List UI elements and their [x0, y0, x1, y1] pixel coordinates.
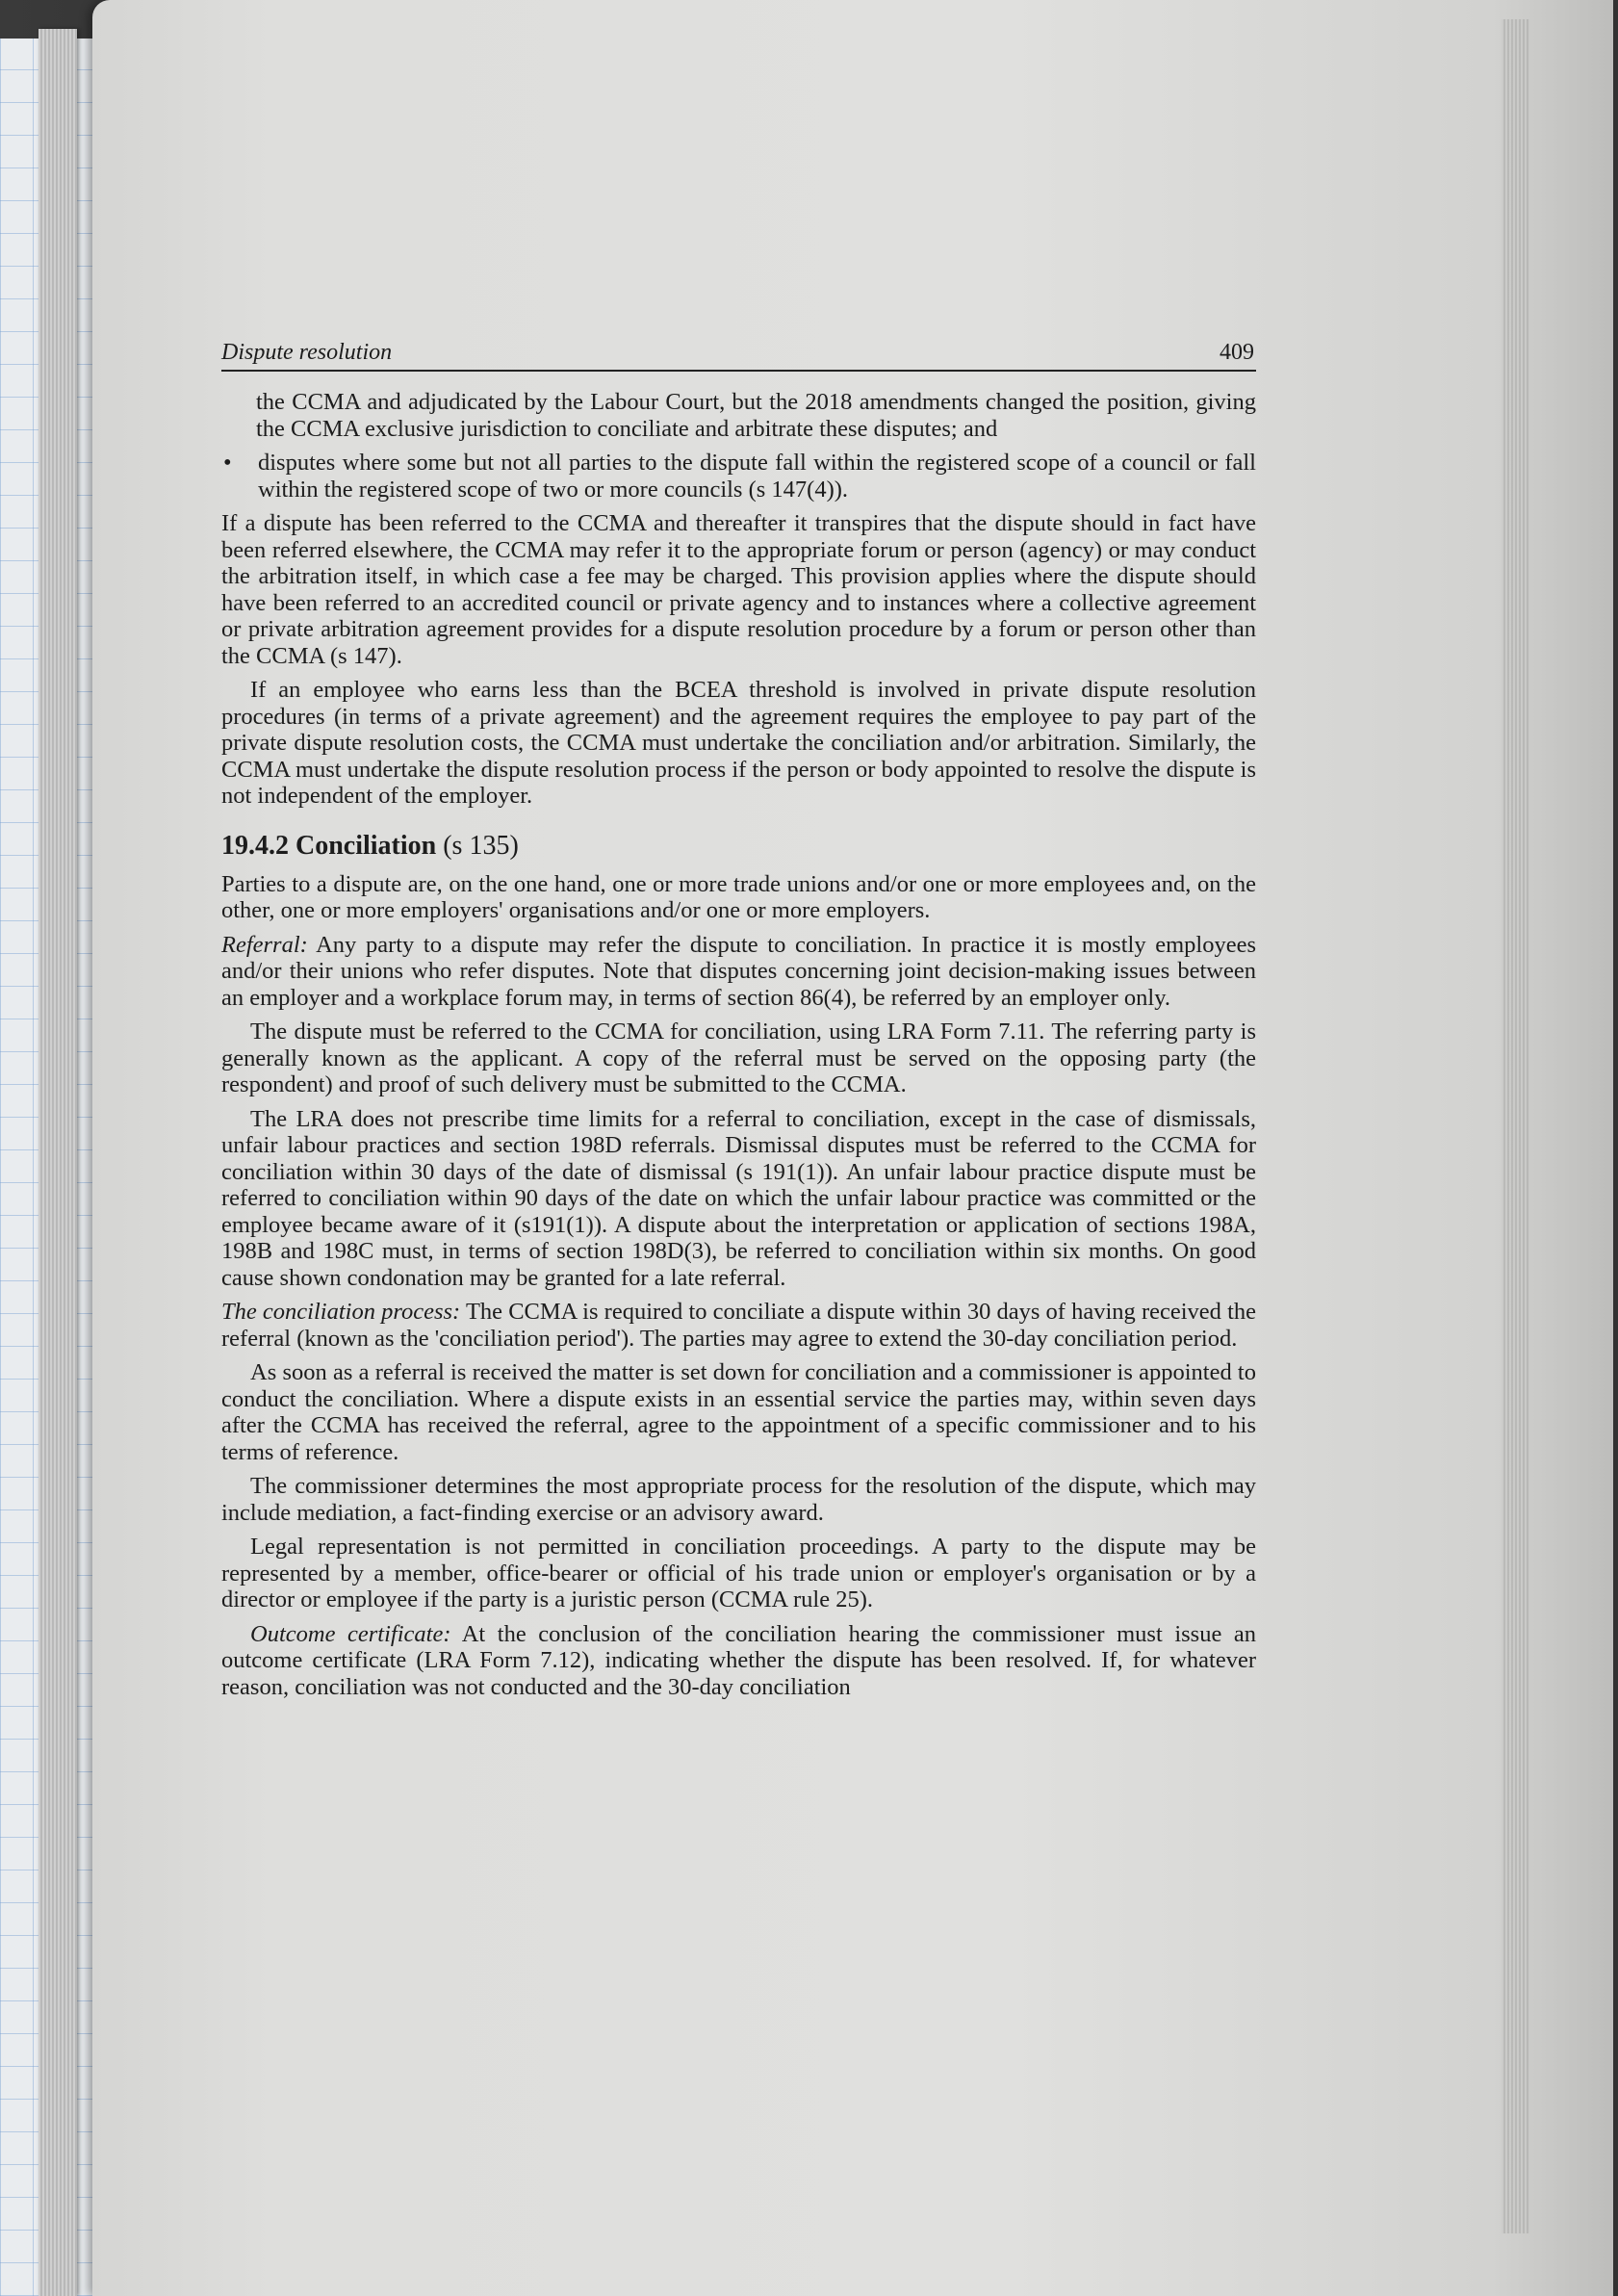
paragraph: As soon as a referral is received the matter is set down for conciliation and a commissioner is appointed to conduct the conciliation. Where a dispute exists in an essential service the parties may, within seven days after the CCMA has received the referral, agree to the appointment of a specific commissioner and to his terms of reference.: [221, 1359, 1256, 1465]
book-page-edges-right: [1502, 19, 1530, 2233]
running-title: Dispute resolution: [221, 339, 393, 365]
paragraph-lead: The conciliation process:: [221, 1299, 461, 1325]
section-heading: [221, 831, 1256, 862]
page-number: 409: [1220, 339, 1254, 365]
paragraph: [221, 1621, 1256, 1701]
paragraph-lead: Referral:: [221, 931, 308, 958]
section-title: Conciliation: [295, 830, 437, 861]
paragraph-text: The CCMA is required to conciliate a dispute within 30 days of having received the referral (known as the 'conciliation period'). The parties may agree to extend the 30-day conciliation period.: [221, 1299, 1257, 1352]
bullet-icon: •: [223, 450, 232, 476]
paragraph-lead: Outcome certificate:: [250, 1620, 451, 1647]
paragraph: If a dispute has been referred to the CCMA and thereafter it transpires that the dispute should in fact have been referred elsewhere, the CCMA may refer it to the appropriate forum or person (agency) or may conduct the arbitration itself, in which case a fee may be charged. This provision applies where the dispute should have been referred to an accredited council or private agency and to instances where a collective agreement or private arbitration agreement provides for a dispute resolution procedure by a forum or person other than the CCMA (s 147).: [221, 510, 1256, 669]
paragraph-text: At the conclusion of the conciliation hearing the commissioner must issue an outcome certificate (LRA Form 7.12), indicating whether the dispute has been resolved. If, for whatever reason, conciliation was not conducted and the 30-day conciliation: [221, 1620, 1257, 1700]
paragraph-text: Any party to a dispute may refer the dispute to conciliation. In practice it is mostly employees and/or their unions who refer disputes. Note that disputes concerning joint decision-making issues between an employer and a workplace forum may, in terms of section 86(4), be referred by an employer only.: [221, 931, 1256, 1011]
paragraph: [221, 932, 1256, 1012]
section-reference: (s 135): [443, 830, 519, 861]
bullet-text: disputes where some but not all parties to the dispute fall within the registered scope of a council or fall within the registered scope of two or more councils (s 147(4)).: [258, 450, 1256, 503]
paragraph: Legal representation is not permitted in conciliation proceedings. A party to the dispute may be represented by a member, office-bearer or official of his trade union or employer's organisation or by a director or employee if the party is a juristic person (CCMA rule 25).: [221, 1534, 1256, 1612]
book-page-edges-left: [39, 29, 77, 2296]
paragraph: The commissioner determines the most appropriate process for the resolution of the dispute, which may include mediation, a fact-finding exercise or an advisory award.: [221, 1473, 1256, 1526]
paragraph: the CCMA and adjudicated by the Labour Court, but the 2018 amendments changed the position, giving the CCMA exclusive jurisdiction to conciliate and arbitrate these disputes; and: [256, 389, 1256, 442]
paragraph: Parties to a dispute are, on the one hand, one or more trade unions and/or one or more employees and, on the other, one or more employers' organisations and/or one or more employers.: [221, 870, 1256, 923]
running-header: [221, 327, 1256, 372]
paragraph: The LRA does not prescribe time limits for a referral to conciliation, except in the case of dismissals, unfair labour practices and section 198D referrals. Dismissal disputes must be referred to the CCMA for conciliation within 30 days of the date of dismissal (s 191(1)). An unfair labour practice dispute must be referred to conciliation within 90 days of the date on which the unfair labour practice was committed or the employee became aware of it (s191(1)). A dispute about the interpretation or application of sections 198A, 198B and 198C must, in terms of section 198D(3), be referred to conciliation within six months. On good cause shown condonation may be granted for a late referral.: [221, 1105, 1256, 1291]
section-number: 19.4.2: [221, 830, 289, 861]
paragraph: The dispute must be referred to the CCMA for conciliation, using LRA Form 7.11. The referring party is generally known as the applicant. A copy of the referral must be served on the opposing party (the respondent) and proof of such delivery must be submitted to the CCMA.: [221, 1019, 1256, 1097]
page-content: [221, 327, 1256, 1708]
paragraph: If an employee who earns less than the BCEA threshold is involved in private dispute resolution procedures (in terms of a private agreement) and the agreement requires the employee to pay part of the private dispute resolution costs, the CCMA must undertake the conciliation and/or arbitration. Similarly, the CCMA must undertake the dispute resolution process if the person or body appointed to resolve the dispute is not independent of the employer.: [221, 677, 1256, 809]
paragraph: [221, 1299, 1256, 1352]
bullet-item: [221, 450, 1256, 503]
